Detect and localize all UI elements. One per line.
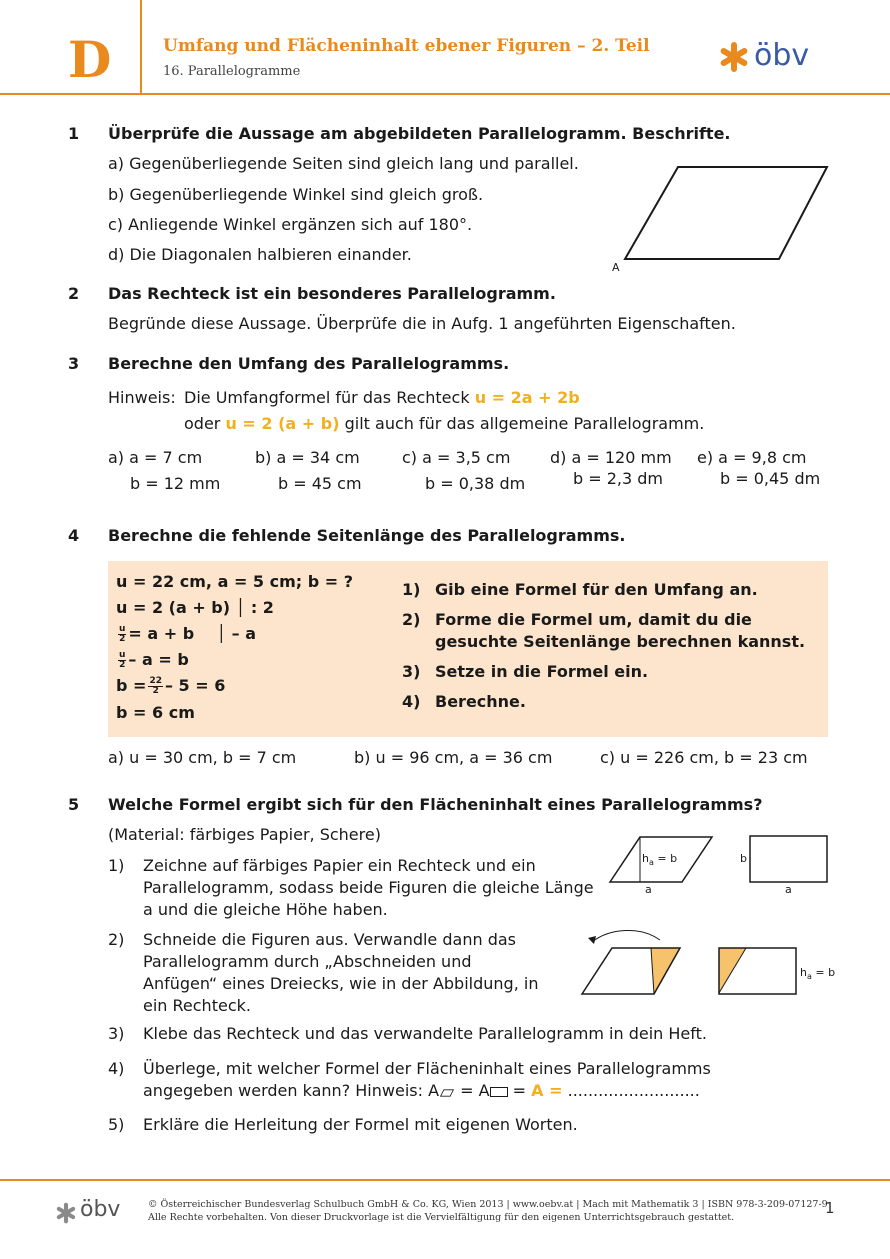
step2-text2: gesuchte Seitenlänge berechnen kannst.: [435, 632, 806, 651]
header-divider-vertical: [140, 0, 142, 93]
task3-item-d-line2: b = 2,3 dm: [573, 469, 664, 488]
task4-title: Berechne die fehlende Seitenlänge des Parallelogramms.: [108, 526, 626, 545]
oebv-star-icon: [718, 40, 750, 74]
task3-hint-label: Hinweis:: [108, 388, 176, 407]
footer-copyright: © Österreichischer Bundesverlag Schulbuch GmbH & Co. KG, Wien 2013 | www.oebv.at | Mach mit Mathematik 3 | ISBN 978-3-209-07127-9: [148, 1199, 828, 1210]
footer-logo-text: öbv: [80, 1197, 121, 1222]
task3-item-c-line2: b = 0,38 dm: [425, 474, 526, 493]
task5-step5-line1: Erkläre die Herleitung der Formel mit eigenen Worten.: [143, 1115, 578, 1134]
task5-answer-dots: ..........................: [567, 1081, 700, 1100]
fraction-22-2: $\frac{22}{2}$: [149, 676, 162, 696]
task3-item-a-line1: a) a = 7 cm: [108, 448, 203, 467]
task5-step3-line1: Klebe das Rechteck und das verwandelte Parallelogramm in dein Heft.: [143, 1024, 707, 1043]
step2-number: 2): [402, 610, 421, 629]
task5-step2-line1: Schneide die Figuren aus. Verwandle dann das: [143, 930, 516, 949]
task5-material: (Material: färbiges Papier, Schere): [108, 825, 381, 844]
task3-number: 3: [68, 354, 80, 373]
fig-a-label-2: a: [785, 883, 792, 896]
task5-step2-line2: Parallelogramm durch „Abschneiden und: [143, 952, 472, 971]
task1-title: Überprüfe die Aussage am abgebildeten Parallelogramm. Beschrifte.: [108, 124, 731, 143]
task2-title: Das Rechteck ist ein besonderes Parallelogramm.: [108, 284, 556, 303]
fig-a-label-1: a: [645, 883, 652, 896]
example-line1: u = 22 cm, a = 5 cm; b = ?: [116, 572, 354, 591]
task5-step5-number: 5): [108, 1115, 125, 1134]
task1-vertex-a-label: A: [612, 261, 620, 274]
task5-rectangle-figure: [749, 835, 829, 885]
task3-item-c-line1: c) a = 3,5 cm: [402, 448, 511, 467]
example-line5: b = $\frac{22}{2}$ – 5 = 6: [116, 676, 226, 696]
task5-step4-number: 4): [108, 1059, 125, 1078]
task1-item-c: c) Anliegende Winkel ergänzen sich auf 180°.: [108, 215, 473, 234]
task5-step2-line4: ein Rechteck.: [143, 996, 251, 1015]
rectangle-subscript-icon: [490, 1087, 508, 1097]
task5-step2-line3: Anfügen“ eines Dreiecks, wie in der Abbildung, in: [143, 974, 539, 993]
header-subtitle: 16. Parallelogramme: [163, 64, 301, 79]
step2-text: Forme die Formel um, damit du die: [435, 610, 752, 629]
header-letter: D: [68, 30, 112, 89]
example-line2: u = 2 (a + b) │ : 2: [116, 598, 274, 617]
step3-number: 3): [402, 662, 421, 681]
header-title: Umfang und Flächeninhalt ebener Figuren – 2. Teil: [163, 36, 650, 56]
footer-page-number: 1: [825, 1199, 835, 1217]
step4-text: Berechne.: [435, 692, 526, 711]
task3-formula2: u = 2 (a + b): [225, 414, 340, 433]
example-line4: $\frac{u}{2}$ – a = b: [119, 650, 189, 670]
task1-item-b: b) Gegenüberliegende Winkel sind gleich groß.: [108, 185, 484, 204]
task5-step4-line2: angegeben werden kann? Hinweis: A = A = A = ..........................: [143, 1081, 700, 1100]
task1-parallelogram-figure: [605, 162, 835, 272]
task5-step4-line1: Überlege, mit welcher Formel der Flächeninhalt eines Parallelogramms: [143, 1059, 711, 1078]
header-logo: [718, 40, 828, 76]
task3-item-d-line1: d) a = 120 mm: [550, 448, 672, 467]
task5-transformed-rectangle-figure: [718, 947, 798, 997]
example-line6: b = 6 cm: [116, 703, 195, 722]
header-logo-text: öbv: [754, 38, 810, 73]
task3-item-e-line2: b = 0,45 dm: [720, 469, 821, 488]
task5-number: 5: [68, 795, 80, 814]
fig-ha-b-label-2: $h_a = b$: [800, 966, 836, 982]
fig-b-label: b: [740, 852, 747, 865]
task4-number: 4: [68, 526, 80, 545]
task3-formula1: u = 2a + 2b: [474, 388, 580, 407]
task3-title: Berechne den Umfang des Parallelogramms.: [108, 354, 510, 373]
fraction-u-2: $\frac{u}{2}$: [119, 624, 126, 644]
task3-hint-text2: oder: [184, 414, 221, 433]
step1-number: 1): [402, 580, 421, 599]
task5-title: Welche Formel ergibt sich für den Flächeninhalt eines Parallelogramms?: [108, 795, 763, 814]
task1-number: 1: [68, 124, 80, 143]
task4-item-b: b) u = 96 cm, a = 36 cm: [354, 748, 553, 767]
step1-text: Gib eine Formel für den Umfang an.: [435, 580, 758, 599]
footer-rights: Alle Rechte vorbehalten. Von dieser Druckvorlage ist die Vervielfältigung für den eigenen Unterrichtsgebrauch gestattet.: [148, 1212, 735, 1223]
task5-step1-line1: Zeichne auf färbiges Papier ein Rechteck und ein: [143, 856, 536, 875]
task3-item-b-line1: b) a = 34 cm: [255, 448, 360, 467]
footer-logo: [55, 1199, 135, 1225]
task2-text: Begründe diese Aussage. Überprüfe die in Aufg. 1 angeführten Eigenschaften.: [108, 314, 736, 333]
footer-divider: [0, 1179, 890, 1181]
task3-hint-text1: Die Umfangformel für das Rechteck: [184, 388, 470, 407]
task3-item-e-line1: e) a = 9,8 cm: [697, 448, 807, 467]
task5-step1-number: 1): [108, 856, 125, 875]
task3-hint-line2: [184, 414, 704, 434]
task3-item-b-line2: b = 45 cm: [278, 474, 362, 493]
task3-item-a-line2: b = 12 mm: [130, 474, 221, 493]
oebv-star-icon: [55, 1201, 77, 1225]
task3-hint-text3: gilt auch für das allgemeine Parallelogramm.: [344, 414, 705, 433]
task2-number: 2: [68, 284, 80, 303]
header-divider: [0, 93, 890, 95]
arrow-icon: [588, 936, 596, 944]
task5-step2-number: 2): [108, 930, 125, 949]
task3-hint-line1: [184, 388, 580, 408]
fig-ha-label: $h_a = b$: [642, 852, 678, 868]
task4-item-c: c) u = 226 cm, b = 23 cm: [600, 748, 808, 767]
task5-step1-line3: a und die gleiche Höhe haben.: [143, 900, 388, 919]
task4-item-a: a) u = 30 cm, b = 7 cm: [108, 748, 297, 767]
task5-step3-number: 3): [108, 1024, 125, 1043]
task1-item-a: a) Gegenüberliegende Seiten sind gleich lang und parallel.: [108, 154, 579, 173]
example-line3: $\frac{u}{2}$ = a + b │ – a: [119, 624, 257, 644]
parallelogram-subscript-icon: [439, 1089, 455, 1097]
step4-number: 4): [402, 692, 421, 711]
task5-step1-line2: Parallelogramm, sodass beide Figuren die gleiche Länge: [143, 878, 594, 897]
task5-cut-parallelogram-figure: [580, 918, 690, 998]
task1-item-d: d) Die Diagonalen halbieren einander.: [108, 245, 412, 264]
task5-area-formula: A =: [531, 1081, 563, 1100]
step3-text: Setze in die Formel ein.: [435, 662, 649, 681]
fraction-u-2: $\frac{u}{2}$: [119, 650, 126, 670]
